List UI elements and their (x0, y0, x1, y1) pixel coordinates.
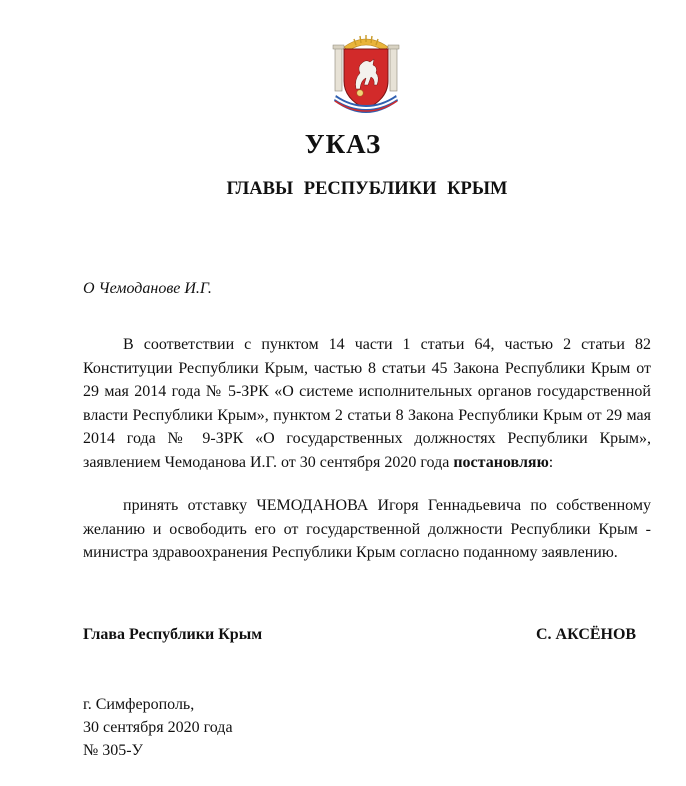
document-title: УКАЗ (304, 129, 382, 159)
preamble-paragraph (83, 333, 651, 475)
issue-date: 30 сентября 2020 года (83, 719, 233, 736)
issue-place: г. Симферополь, (83, 696, 195, 713)
document-footer (83, 693, 233, 762)
decree-number: № 305-У (83, 742, 143, 759)
document-subject: О Чемоданове И.Г. (83, 280, 212, 297)
preamble-text: В соответствии с пунктом 14 части 1 статьи 64, частью 2 статьи 82 Конституции Республики Крым, частью 8 статьи 45 Закона Республики Крым от 29 мая 2014 года № 5-ЗРК «О системе исполнительных органов государственной власти Республики Крым», пунктом 2 статьи 8 Закона Республики Крым от 29 мая 2014 года № 9-ЗРК «О государственных должностях Республики Крым», заявлением Чемоданова И.Г. от 30 сентября 2020 года (83, 336, 651, 471)
decree-colon: : (548, 453, 554, 471)
signatory-title: Глава Республики Крым (83, 626, 263, 643)
coat-of-arms-emblem (330, 33, 402, 115)
document-subtitle: ГЛАВЫ РЕСПУБЛИКИ КРЫМ (226, 179, 508, 199)
signatory-name: С. АКСЁНОВ (536, 626, 637, 643)
decision-paragraph: принять отставку ЧЕМОДАНОВА Игоря Геннадьевича по собственному желанию и освободить его от государственной должности Республики Крым - министра здравоохранения Республики Крым согласно поданному заявлению. (83, 497, 651, 562)
decree-word: постановляю (453, 453, 549, 471)
